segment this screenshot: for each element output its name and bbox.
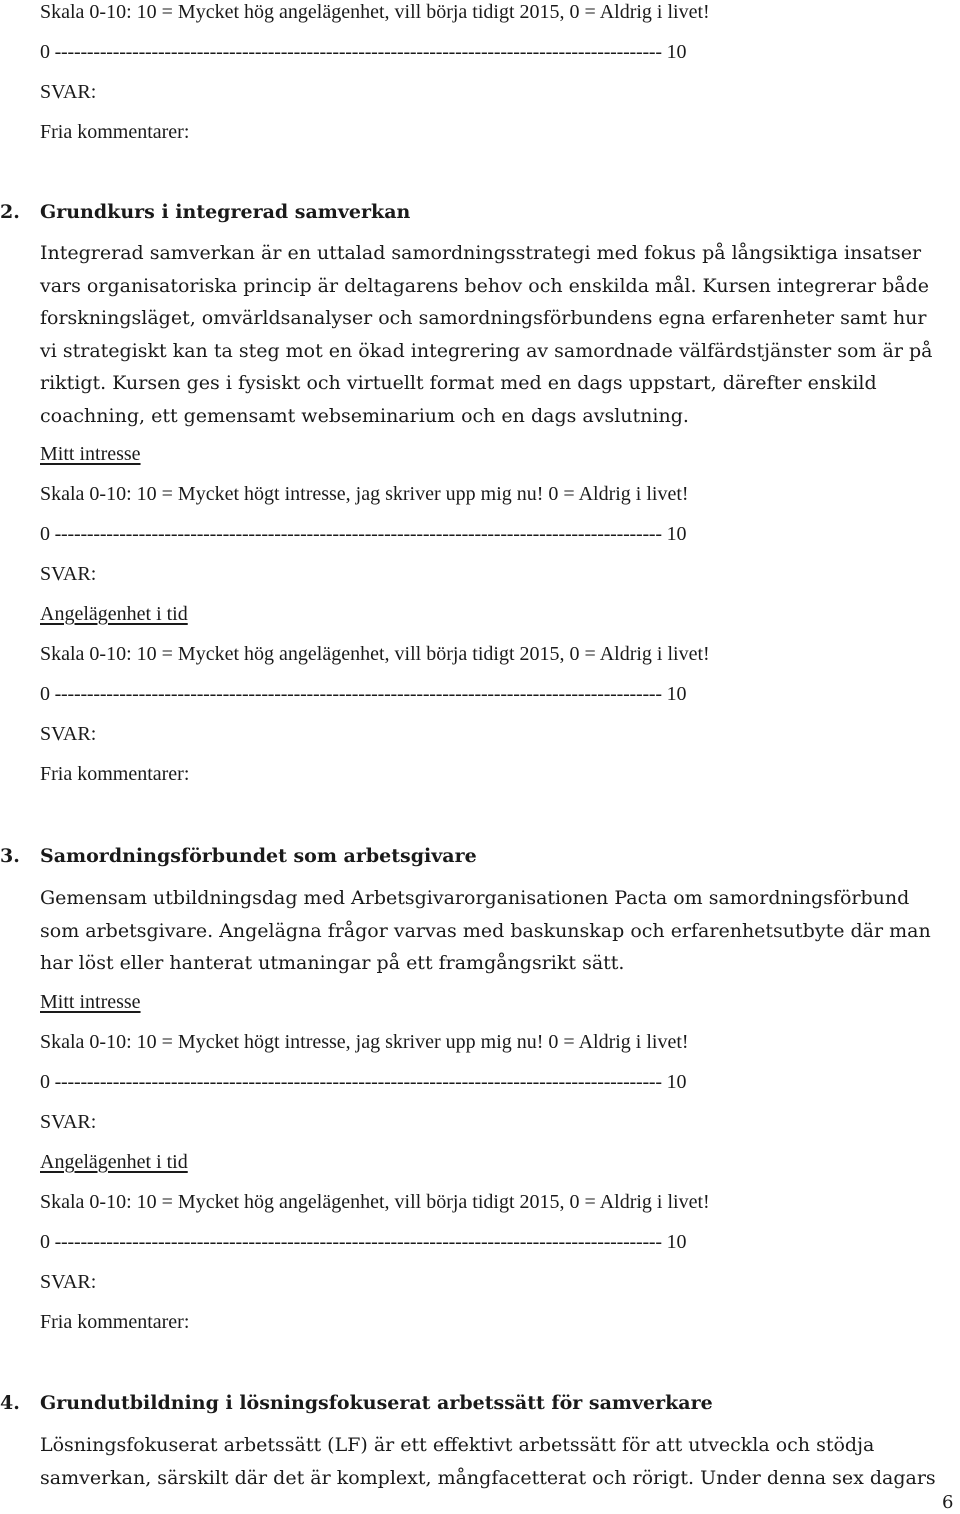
section-2-body [40, 237, 952, 432]
svar-label: SVAR: [40, 81, 97, 103]
section-3-body [40, 882, 952, 980]
section-title: Grundkurs i integrerad samverkan [40, 201, 411, 223]
urgency-scale-text: Skala 0-10: 10 = Mycket hög angelägenhet, vill börja tidigt 2015, 0 = Aldrig i livet! [40, 1, 710, 23]
urgency-scale-text: Skala 0-10: 10 = Mycket hög angelägenhet, vill börja tidigt 2015, 0 = Aldrig i livet! [40, 1191, 710, 1213]
comments-label: Fria kommentarer: [40, 763, 190, 785]
scale-line: 0 ---------------------------------------------------------------------------------------------- 10 [40, 523, 687, 545]
section-title: Grundutbildning i lösningsfokuserat arbetssätt för samverkare [40, 1392, 713, 1414]
body-line: forskningsläget, omvärldsanalyser och samordningsförbundens egna erfarenheter samt hur [40, 307, 927, 329]
body-line: Lösningsfokuserat arbetssätt (LF) är ett effektivt arbetssätt för att utveckla och stödja [40, 1434, 875, 1456]
body-line: som arbetsgivare. Angelägna frågor varvas med baskunskap och erfarenhetsutbyte där man [40, 919, 931, 942]
scale-line: 0 ---------------------------------------------------------------------------------------------- 10 [40, 683, 687, 705]
scale-line: 0 ---------------------------------------------------------------------------------------------- 10 [40, 1071, 687, 1093]
section-number: 4. [0, 1392, 20, 1414]
scale-line: 0 ---------------------------------------------------------------------------------------------- 10 [40, 41, 687, 63]
svar-label: SVAR: [40, 723, 97, 745]
interest-heading: Mitt intresse [40, 443, 141, 465]
interest-scale-text: Skala 0-10: 10 = Mycket högt intresse, jag skriver upp mig nu! 0 = Aldrig i livet! [40, 1031, 689, 1053]
urgency-heading: Angelägenhet i tid [40, 1151, 188, 1173]
body-line: Integrerad samverkan är en uttalad samordningsstrategi med fokus på långsiktiga insatser [40, 242, 922, 264]
body-line: Gemensam utbildningsdag med Arbetsgivarorganisationen Pacta om samordningsförbund [40, 887, 910, 909]
scale-line: 0 ---------------------------------------------------------------------------------------------- 10 [40, 1231, 687, 1253]
svar-label: SVAR: [40, 1111, 97, 1133]
body-line: vars organisatoriska princip är deltagarens behov och enskilda mål. Kursen integrerar både [40, 274, 930, 297]
page-number: 6 [942, 1492, 954, 1513]
body-line: coachning, ett gemensamt webseminarium och en dags avslutning. [40, 404, 689, 427]
interest-heading: Mitt intresse [40, 991, 141, 1013]
body-line: samverkan, särskilt där det är komplext, mångfacetterat och rörigt. Under denna sex dagars [40, 1466, 936, 1489]
comments-label: Fria kommentarer: [40, 121, 190, 143]
section-number: 2. [0, 201, 20, 223]
section-number: 3. [0, 845, 20, 867]
body-line: vi strategiskt kan ta steg mot en ökad integrering av samordnade välfärdstjänster som är på [40, 339, 933, 362]
comments-label: Fria kommentarer: [40, 1311, 190, 1333]
body-line: riktigt. Kursen ges i fysiskt och virtuellt format med en dags uppstart, därefter enskild [40, 372, 877, 394]
urgency-heading: Angelägenhet i tid [40, 603, 188, 625]
section-title: Samordningsförbundet som arbetsgivare [40, 845, 477, 867]
urgency-scale-text: Skala 0-10: 10 = Mycket hög angelägenhet, vill börja tidigt 2015, 0 = Aldrig i livet! [40, 643, 710, 665]
body-line: har löst eller hanterat utmaningar på ett framgångsrikt sätt. [40, 952, 625, 974]
interest-scale-text: Skala 0-10: 10 = Mycket högt intresse, jag skriver upp mig nu! 0 = Aldrig i livet! [40, 483, 689, 505]
section-4-body [40, 1429, 952, 1494]
svar-label: SVAR: [40, 1271, 97, 1293]
svar-label: SVAR: [40, 563, 97, 585]
